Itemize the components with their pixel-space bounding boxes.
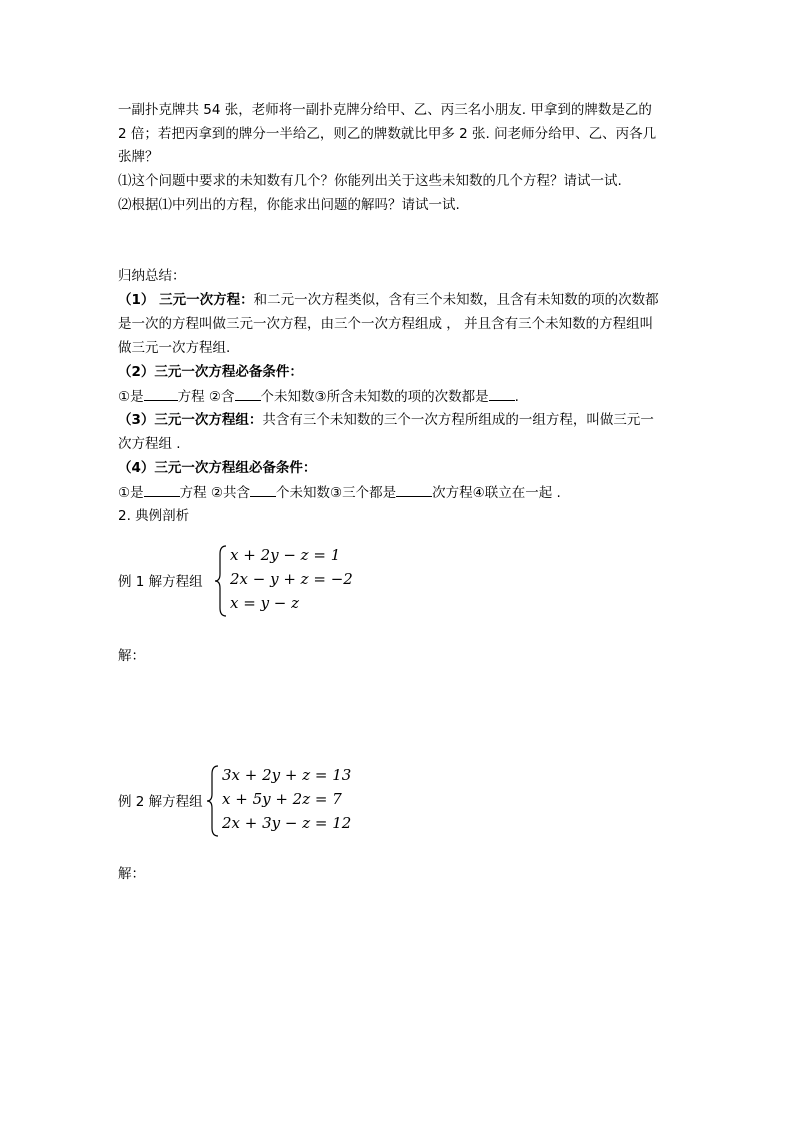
example-2-label: 例 2 解方程组: [118, 794, 203, 810]
summary-point-1: [118, 290, 659, 310]
example-1-equation-2: 2x − y + z = −2: [230, 570, 353, 588]
point-3-label: （3）三元一次方程组：: [118, 412, 263, 428]
problem-line-3: 张牌？: [118, 149, 159, 165]
example-2-solution-label: 解：: [118, 866, 145, 882]
problem-line-2: 2 倍；若把丙拿到的牌分一半给乙，则乙的牌数就比甲多 2 张. 问老师分给甲、乙、丙各几: [118, 126, 657, 142]
point-2-part-d: .: [514, 389, 519, 405]
point-2-label: （2）三元一次方程必备条件：: [118, 364, 303, 380]
point-2-part-a: ①是: [118, 389, 144, 405]
section-2-title: 2. 典例剖析: [118, 508, 190, 524]
point-1-label: （1） 三元一次方程：: [118, 292, 254, 308]
blank-1: [144, 386, 178, 401]
blank-2: [235, 386, 261, 401]
point-4-content: [118, 482, 561, 503]
problem-line-1: 一副扑克牌共 54 张，老师将一副扑克牌分给甲、乙、丙三名小朋友. 甲拿到的牌数是乙的: [118, 102, 652, 118]
point-2-part-c: 个未知数③所含未知数的项的次数都是: [260, 389, 489, 405]
example-1-system: [214, 544, 354, 618]
example-2-equation-1: 3x + 2y + z = 13: [222, 766, 352, 784]
summary-point-3: [118, 410, 654, 430]
example-2-equation-3: 2x + 3y − z = 12: [222, 814, 352, 832]
example-1-equation-1: x + 2y − z = 1: [230, 546, 341, 564]
question-2: ⑵根据⑴中列出的方程，你能求出问题的解吗？请试一试.: [118, 197, 460, 213]
point-4-label: （4）三元一次方程组必备条件：: [118, 460, 317, 476]
blank-5: [250, 482, 276, 497]
point-3-text: 共含有三个未知数的三个一次方程所组成的一组方程，叫做三元一: [262, 412, 654, 428]
example-2-system: [206, 764, 356, 838]
blank-4: [144, 482, 180, 497]
point-1-line-2: 是一次的方程叫做三元一次方程，由三个一次方程组成 ， 并且含有三个未知数的方程组叫: [118, 316, 654, 332]
summary-title: 归纳总结：: [118, 268, 186, 284]
point-1-text: 和二元一次方程类似，含有三个未知数，且含有未知数的项的次数都: [253, 292, 659, 308]
left-brace-icon: [206, 764, 220, 838]
point-4-part-a: ①是: [118, 485, 144, 501]
blank-6: [396, 482, 432, 497]
example-1-solution-label: 解：: [118, 648, 145, 664]
point-3-line-2: 次方程组 .: [118, 436, 181, 452]
example-1-label: 例 1 解方程组: [118, 574, 203, 590]
point-2-content: [118, 386, 519, 407]
point-4-part-b: 方程 ②共含: [179, 485, 251, 501]
left-brace-icon: [214, 544, 228, 618]
point-2-part-b: 方程 ②含: [177, 389, 235, 405]
question-1: ⑴这个问题中要求的未知数有几个？你能列出关于这些未知数的几个方程？请试一试.: [118, 173, 622, 189]
blank-3: [489, 386, 515, 401]
point-4-part-d: 次方程④联立在一起 .: [432, 485, 561, 501]
example-2-equation-2: x + 5y + 2z = 7: [222, 790, 342, 808]
point-1-line-3: 做三元一次方程组.: [118, 340, 231, 356]
point-4-part-c: 个未知数③三个都是: [276, 485, 397, 501]
example-1-equation-3: x = y − z: [230, 594, 300, 612]
